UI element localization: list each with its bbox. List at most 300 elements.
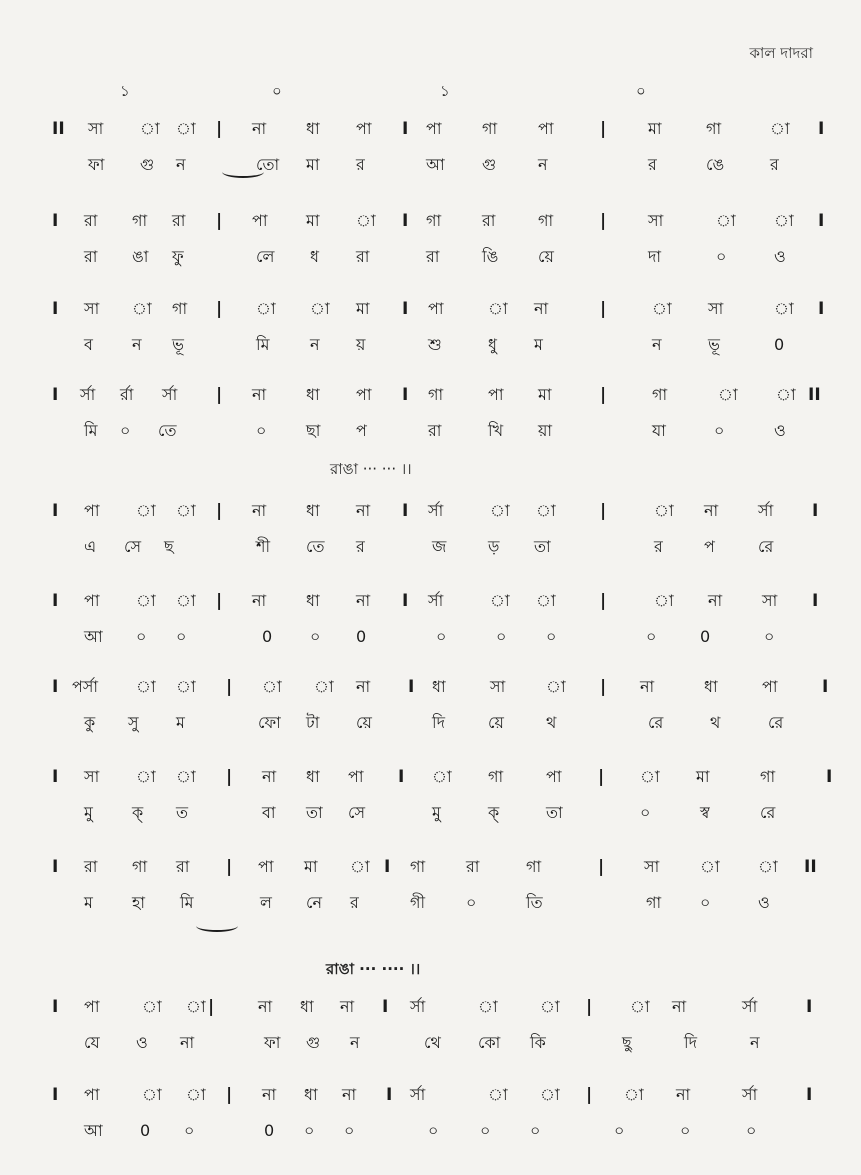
swara-note: র্সা <box>410 997 426 1016</box>
bar-end: I <box>812 591 819 611</box>
swara-note: পা <box>84 591 100 610</box>
lyric-syllable: ০ <box>680 1121 691 1140</box>
bar-divider: I <box>402 119 409 139</box>
swara-note: া <box>776 385 796 404</box>
bar-divider: I <box>402 501 409 521</box>
bar-divider: | <box>600 501 607 521</box>
lyric-syllable: ০ <box>184 1121 195 1140</box>
lyric-syllable: প <box>704 537 715 556</box>
swara-note: গা <box>428 385 444 404</box>
lyric-syllable: য়ে <box>538 247 554 266</box>
bar-start: I <box>52 591 59 611</box>
swara-note: া <box>546 677 566 696</box>
lyric-syllable: ও <box>774 421 786 440</box>
swara-note: পা <box>348 767 364 786</box>
swara-note: া <box>758 857 778 876</box>
lyric-syllable: ফা <box>88 155 105 174</box>
lyric-syllable: ম <box>176 713 185 732</box>
beat-marker: ১ <box>440 82 450 100</box>
lyric-syllable: আ <box>84 627 103 646</box>
bar-divider: I <box>384 857 391 877</box>
swara-note: র্রা <box>120 385 134 404</box>
lyric-syllable: ছা <box>306 421 321 440</box>
lyric-syllable: ০ <box>716 247 727 266</box>
swara-note: পা <box>428 299 444 318</box>
lyric-syllable: গু <box>140 155 155 174</box>
swara-note: না <box>252 501 267 520</box>
swara-note: মা <box>304 857 318 876</box>
lyric-syllable: ন <box>350 1033 360 1052</box>
lyric-syllable: খি <box>488 421 504 440</box>
lyric-syllable: 0 <box>356 627 367 646</box>
lyric-syllable: স্ব <box>700 803 710 822</box>
lyric-syllable: তো <box>256 155 280 174</box>
bar-end: I <box>812 501 819 521</box>
bar-start: I <box>52 501 59 521</box>
swara-note: রা <box>84 211 98 230</box>
lyric-syllable: টা <box>306 713 320 732</box>
swara-note: ধা <box>432 677 446 696</box>
swara-note: া <box>488 299 508 318</box>
lyric-syllable: ন <box>538 155 548 174</box>
lyric-syllable: ০ <box>714 421 725 440</box>
bar-divider: I <box>408 677 415 697</box>
lyric-syllable: 0 <box>700 627 711 646</box>
bar-end: I <box>818 119 825 139</box>
lyric-syllable: য়া <box>538 421 553 440</box>
bar-divider: | <box>598 857 605 877</box>
swara-note: া <box>176 591 196 610</box>
swara-note: া <box>176 119 196 138</box>
lyric-syllable: র <box>356 155 365 174</box>
swara-note: সা <box>88 119 104 138</box>
bar-divider: I <box>398 767 405 787</box>
lyric-syllable: ল <box>260 893 272 912</box>
swara-note: া <box>716 211 736 230</box>
lyric-syllable: মু <box>432 803 441 822</box>
lyric-syllable: ঙে <box>706 155 725 174</box>
bar-end: I <box>806 1085 813 1105</box>
swara-note: পা <box>356 385 372 404</box>
swara-note: ধা <box>306 119 320 138</box>
bar-end: I <box>822 677 829 697</box>
lyric-syllable: ০ <box>614 1121 625 1140</box>
lyric-syllable: আ <box>426 155 445 174</box>
bar-start: I <box>52 857 59 877</box>
bar-divider: I <box>402 591 409 611</box>
swara-note: সা <box>490 677 506 696</box>
swara-note: ধা <box>300 997 314 1016</box>
refrain-line-1: রাঙা ··· ··· ।। <box>330 460 412 478</box>
swara-note: া <box>142 1085 162 1104</box>
swara-note: া <box>774 299 794 318</box>
swara-note: রা <box>172 211 186 230</box>
swara-note: র্সা <box>80 385 96 404</box>
lyric-syllable: ০ <box>746 1121 757 1140</box>
lyric-syllable: সে <box>124 537 142 556</box>
lyric-syllable: ও <box>774 247 786 266</box>
lyric-syllable: মা <box>306 155 320 174</box>
notation-line-10 <box>0 996 861 1066</box>
lyric-syllable: শী <box>256 537 271 556</box>
lyric-syllable: দি <box>684 1033 697 1052</box>
swara-note: া <box>186 1085 206 1104</box>
lyric-syllable: রে <box>758 537 774 556</box>
bar-divider: | <box>600 591 607 611</box>
lyric-syllable: তা <box>306 803 323 822</box>
bar-divider: | <box>216 211 223 231</box>
lyric-syllable: রা <box>428 421 442 440</box>
bar-start: I <box>52 997 59 1017</box>
swara-note: না <box>252 119 267 138</box>
swara-note: া <box>314 677 334 696</box>
lyric-syllable: গু <box>482 155 497 174</box>
swara-note: া <box>654 591 674 610</box>
swara-note: পা <box>258 857 274 876</box>
lyric-syllable: গী <box>410 893 426 912</box>
lyric-syllable: র <box>356 537 365 556</box>
swara-note: গা <box>132 211 148 230</box>
swara-note: র্সা <box>428 591 444 610</box>
swara-note: মা <box>648 119 662 138</box>
bar-end: I <box>818 299 825 319</box>
slur-mark <box>196 920 238 932</box>
bar-start: I <box>52 385 59 405</box>
bar-end: I <box>826 767 833 787</box>
lyric-syllable: ঙি <box>482 247 499 266</box>
lyric-syllable: এ <box>84 537 97 556</box>
swara-note: া <box>136 591 156 610</box>
swara-note: পা <box>84 997 100 1016</box>
lyric-syllable: ০ <box>764 627 775 646</box>
swara-note: গা <box>706 119 722 138</box>
swara-note: পা <box>538 119 554 138</box>
swara-note: পা <box>356 119 372 138</box>
lyric-syllable: ছ <box>164 537 174 556</box>
bar-divider: | <box>208 997 215 1017</box>
lyric-syllable: হা <box>132 893 146 912</box>
lyric-syllable: রা <box>356 247 370 266</box>
bar-divider: I <box>386 1085 393 1105</box>
swara-note: া <box>640 767 660 786</box>
lyric-syllable: ফো <box>258 713 281 732</box>
lyric-syllable: ন <box>132 335 142 354</box>
swara-note: া <box>356 211 376 230</box>
swara-note: না <box>342 1085 357 1104</box>
lyric-syllable: রে <box>760 803 776 822</box>
swara-note: সা <box>708 299 724 318</box>
lyric-syllable: র <box>648 155 657 174</box>
swara-note: না <box>340 997 355 1016</box>
lyric-syllable: তে <box>158 421 177 440</box>
swara-note: মা <box>538 385 552 404</box>
swara-note: র্সা <box>742 1085 758 1104</box>
swara-note: া <box>176 767 196 786</box>
lyric-syllable: ০ <box>530 1121 541 1140</box>
bar-divider: | <box>600 299 607 319</box>
lyric-syllable: তি <box>526 893 543 912</box>
bar-divider: I <box>382 997 389 1017</box>
lyric-syllable: ব <box>84 335 93 354</box>
swara-note: া <box>132 299 152 318</box>
swara-note: া <box>700 857 720 876</box>
lyric-syllable: ন <box>176 155 186 174</box>
beat-marker: ১ <box>120 82 130 100</box>
swara-note: না <box>356 677 371 696</box>
swara-note: পা <box>84 1085 100 1104</box>
bar-divider: | <box>600 119 607 139</box>
bar-end: II <box>804 857 817 877</box>
swara-note: সা <box>762 591 778 610</box>
swara-note: পা <box>546 767 562 786</box>
lyric-syllable: ড় <box>488 537 500 556</box>
swara-note: ধা <box>306 767 320 786</box>
lyric-syllable: ০ <box>496 627 507 646</box>
notation-line-6 <box>0 590 861 660</box>
swara-note: সা <box>648 211 664 230</box>
swara-note: া <box>478 997 498 1016</box>
bar-divider: I <box>402 299 409 319</box>
lyric-syllable: থে <box>424 1033 441 1052</box>
page-header: কাল দাদরা <box>749 44 813 62</box>
lyric-syllable: ফা <box>264 1033 281 1052</box>
swara-note: না <box>704 501 719 520</box>
bar-divider: | <box>216 385 223 405</box>
swara-note: র্সা <box>162 385 178 404</box>
swara-note: র্সা <box>428 501 444 520</box>
swara-note: না <box>676 1085 691 1104</box>
bar-divider: I <box>402 385 409 405</box>
lyric-syllable: ত <box>176 803 189 822</box>
lyric-syllable: ছু <box>622 1033 632 1052</box>
swara-note: া <box>176 501 196 520</box>
lyric-syllable: র <box>350 893 359 912</box>
lyric-syllable: থ <box>710 713 721 732</box>
swara-note: পা <box>252 211 268 230</box>
lyric-syllable: মি <box>180 893 194 912</box>
lyric-syllable: 0 <box>140 1121 151 1140</box>
swara-note: া <box>536 501 556 520</box>
lyric-syllable: ০ <box>466 893 477 912</box>
notation-line-4 <box>0 384 861 454</box>
swara-note: মা <box>306 211 320 230</box>
lyric-syllable: ঙা <box>132 247 149 266</box>
lyric-syllable: 0 <box>264 1121 275 1140</box>
slur-mark <box>222 166 264 178</box>
swara-note: পা <box>488 385 504 404</box>
swara-note: ধা <box>306 385 320 404</box>
bar-divider: | <box>216 299 223 319</box>
swara-note: া <box>140 119 160 138</box>
lyric-syllable: যা <box>652 421 666 440</box>
bar-divider: | <box>600 385 607 405</box>
lyric-syllable: লে <box>256 247 275 266</box>
bar-start: I <box>52 211 59 231</box>
bar-divider: | <box>600 677 607 697</box>
bar-start: I <box>52 299 59 319</box>
swara-note: রা <box>482 211 496 230</box>
lyric-syllable: রে <box>648 713 664 732</box>
swara-note: গা <box>132 857 148 876</box>
swara-note: না <box>258 997 273 1016</box>
lyric-syllable: না <box>180 1033 195 1052</box>
lyric-syllable: সু <box>128 713 139 732</box>
lyric-syllable: প <box>356 421 367 440</box>
swara-note: া <box>490 591 510 610</box>
lyric-syllable: ধু <box>488 335 497 354</box>
swara-note: গা <box>488 767 504 786</box>
lyric-syllable: ০ <box>256 421 267 440</box>
swara-note: া <box>432 767 452 786</box>
lyric-syllable: য়ে <box>356 713 372 732</box>
lyric-syllable: গু <box>306 1033 321 1052</box>
swara-note: া <box>624 1085 644 1104</box>
swara-note: র্সা <box>758 501 774 520</box>
swara-note: না <box>262 1085 277 1104</box>
notation-line-1 <box>0 118 861 188</box>
notation-line-5 <box>0 500 861 570</box>
notation-line-7 <box>0 676 861 746</box>
lyric-syllable: রা <box>426 247 440 266</box>
swara-note: া <box>136 501 156 520</box>
lyric-syllable: ক্ <box>488 803 500 822</box>
lyric-syllable: ০ <box>344 1121 355 1140</box>
lyric-syllable: য়ে <box>488 713 504 732</box>
swara-note: গা <box>482 119 498 138</box>
swara-note: র্সা <box>410 1085 426 1104</box>
lyric-syllable: নে <box>306 893 323 912</box>
swara-note: র্সা <box>742 997 758 1016</box>
bar-divider: | <box>216 119 223 139</box>
lyric-syllable: যে <box>84 1033 100 1052</box>
bar-end: II <box>808 385 821 405</box>
lyric-syllable: ভূ <box>708 335 720 354</box>
swara-note: া <box>136 677 156 696</box>
lyric-syllable: ক্ <box>132 803 144 822</box>
lyric-syllable: ফু <box>172 247 184 266</box>
swara-note: না <box>252 385 267 404</box>
swara-note: া <box>630 997 650 1016</box>
lyric-syllable: ০ <box>304 1121 315 1140</box>
beat-marker-row <box>0 80 861 102</box>
lyric-syllable: ও <box>758 893 770 912</box>
swara-note: গা <box>538 211 554 230</box>
lyric-syllable: দি <box>432 713 445 732</box>
swara-note: া <box>654 501 674 520</box>
lyric-syllable: য় <box>356 335 366 354</box>
bar-end: I <box>818 211 825 231</box>
swara-note: া <box>142 997 162 1016</box>
swara-note: গা <box>652 385 668 404</box>
bar-divider: | <box>586 997 593 1017</box>
swara-note: া <box>490 501 510 520</box>
bar-start: I <box>52 1085 59 1105</box>
swara-note: মা <box>696 767 710 786</box>
bar-divider: | <box>598 767 605 787</box>
lyric-syllable: রা <box>84 247 98 266</box>
lyric-syllable: মু <box>84 803 93 822</box>
lyric-syllable: ন <box>750 1033 760 1052</box>
lyric-syllable: র <box>654 537 663 556</box>
lyric-syllable: কি <box>530 1033 546 1052</box>
swara-note: না <box>356 591 371 610</box>
bar-divider: | <box>226 857 233 877</box>
swara-note: রা <box>466 857 480 876</box>
lyric-syllable: ০ <box>176 627 187 646</box>
lyric-syllable: কো <box>478 1033 501 1052</box>
notation-line-2 <box>0 210 861 280</box>
swara-note: া <box>136 767 156 786</box>
bar-divider: | <box>586 1085 593 1105</box>
bar-divider: I <box>402 211 409 231</box>
swara-note: না <box>262 767 277 786</box>
swara-note: া <box>350 857 370 876</box>
lyric-syllable: ধ <box>310 247 319 266</box>
swara-note: া <box>488 1085 508 1104</box>
lyric-syllable: তে <box>306 537 325 556</box>
lyric-syllable: ০ <box>700 893 711 912</box>
lyric-syllable: ০ <box>436 627 447 646</box>
swara-note: া <box>774 211 794 230</box>
lyric-syllable: শু <box>428 335 442 354</box>
lyric-syllable: ০ <box>480 1121 491 1140</box>
swara-note: না <box>356 501 371 520</box>
lyric-syllable: জ <box>432 537 447 556</box>
beat-marker: ০ <box>636 82 646 100</box>
notation-line-8 <box>0 766 861 836</box>
swara-note: পর্সা <box>72 677 99 696</box>
swara-note: া <box>540 1085 560 1104</box>
notation-line-11 <box>0 1084 861 1154</box>
lyric-syllable: ০ <box>120 421 131 440</box>
bar-start: II <box>52 119 65 139</box>
swara-note: না <box>640 677 655 696</box>
lyric-syllable: মি <box>84 421 98 440</box>
lyric-syllable: থ <box>546 713 557 732</box>
lyric-syllable: র <box>770 155 779 174</box>
lyric-syllable: আ <box>84 1121 103 1140</box>
swara-note: পা <box>84 501 100 520</box>
bar-divider: | <box>216 501 223 521</box>
bar-divider: | <box>226 1085 233 1105</box>
swara-note: গা <box>410 857 426 876</box>
lyric-syllable: ০ <box>646 627 657 646</box>
bar-divider: | <box>226 677 233 697</box>
lyric-syllable: 0 <box>774 335 785 354</box>
swara-note: া <box>536 591 556 610</box>
lyric-syllable: ০ <box>640 803 651 822</box>
swara-note: রা <box>176 857 190 876</box>
swara-note: গা <box>426 211 442 230</box>
refrain-line-2: রাঙা ··· ···· ।। <box>326 960 421 978</box>
swara-note: সা <box>84 767 100 786</box>
lyric-syllable: ০ <box>136 627 147 646</box>
swara-note: না <box>252 591 267 610</box>
lyric-syllable: গা <box>646 893 662 912</box>
lyric-syllable: তা <box>546 803 563 822</box>
swara-note: ধা <box>704 677 718 696</box>
lyric-syllable: ভূ <box>172 335 184 354</box>
swara-note: ধা <box>306 591 320 610</box>
lyric-syllable: দা <box>648 247 662 266</box>
swara-note: মা <box>356 299 370 318</box>
swara-note: া <box>186 997 206 1016</box>
lyric-syllable: ন <box>310 335 320 354</box>
bar-end: I <box>806 997 813 1017</box>
beat-marker: ০ <box>272 82 282 100</box>
bar-divider: | <box>216 591 223 611</box>
lyric-syllable: মি <box>256 335 270 354</box>
